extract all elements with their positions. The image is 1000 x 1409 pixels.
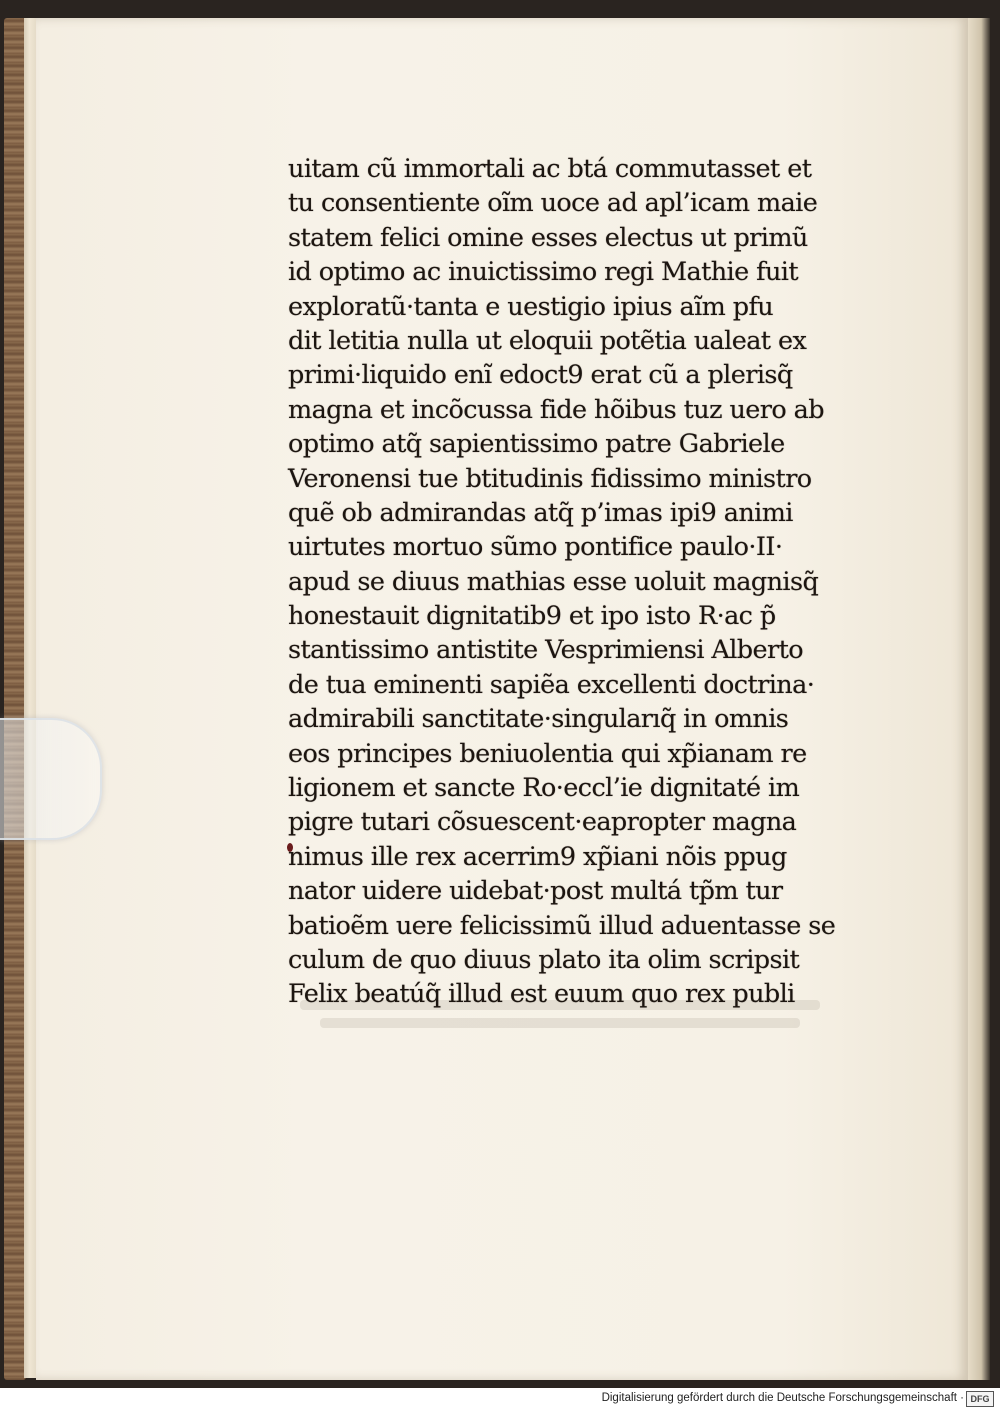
text-line: nimus ille rex acerrim9 xp̃iani nõis ppug: [288, 841, 787, 872]
page-holder-clip: [0, 718, 102, 840]
text-line: statem felici omine esses electus ut primũ: [288, 222, 808, 253]
page-fore-edge: [968, 18, 990, 1380]
text-line: eos principes beniuolentia qui xp̃ianam re: [288, 738, 807, 769]
text-line: uirtutes mortuo sũmo pontifice paulo·II·: [288, 532, 783, 563]
funding-note: Digitalisierung gefördert durch die Deutsche Forschungsgemeinschaft ·: [601, 1392, 964, 1404]
text-line: apud se diuus mathias esse uoluit magnisq̃: [288, 566, 819, 597]
text-line: admirabili sanctitate·singularıq̃ in omnis: [288, 704, 789, 735]
incunable-text-block: [288, 152, 863, 1012]
text-line: Veronensi tue btitudinis fidissimo ministro: [288, 463, 812, 494]
text-line: de tua eminenti sapiẽa excellenti doctrina·: [288, 669, 815, 700]
dfg-logo-icon: DFG: [966, 1391, 994, 1407]
text-line: quẽ ob admirandas atq̃ p’imas ipi9 animi: [288, 497, 793, 528]
text-line: optimo atq̃ sapientissimo patre Gabriele: [288, 429, 785, 460]
text-line: stantissimo antistite Vesprimiensi Alberto: [288, 635, 803, 666]
text-line: batioẽm uere felicissimũ illud aduentasse se: [288, 910, 836, 941]
text-line: primi·liquido enĩ edoct9 erat cũ a plerisq̃: [288, 360, 793, 391]
digitization-footer: [0, 1388, 1000, 1409]
book-spine: [4, 18, 26, 1380]
text-line: honestauit dignitatib9 et ipo isto R·ac p̃: [288, 601, 776, 632]
text-line: nator uidere uidebat·post multá tp̃m tur: [288, 876, 783, 907]
text-line: id optimo ac inuictissimo regi Mathie fuit: [288, 257, 798, 288]
text-line: magna et incõcussa fide hõibus tuz uero ab: [288, 394, 824, 425]
text-line: pigre tutari cõsuescent·eapropter magna: [288, 807, 797, 838]
text-line: culum de quo diuus plato ita olim scripsit: [288, 944, 800, 975]
text-line: exploratũ·tanta e uestigio ipius aĩm pfu: [288, 291, 774, 322]
text-line: Felix beatúq̃ illud est euum quo rex publi: [288, 979, 795, 1010]
show-through-line: [320, 1018, 800, 1028]
text-line: uitam cũ immortali ac btá commutasset et: [288, 154, 812, 184]
text-line: dit letitia nulla ut eloquii potẽtia ualeat ex: [288, 325, 807, 356]
text-line: ligionem et sancte Ro·eccl’ie dignitaté im: [288, 773, 800, 804]
text-line: tu consentiente oĩm uoce ad apl’icam maie: [288, 188, 818, 219]
